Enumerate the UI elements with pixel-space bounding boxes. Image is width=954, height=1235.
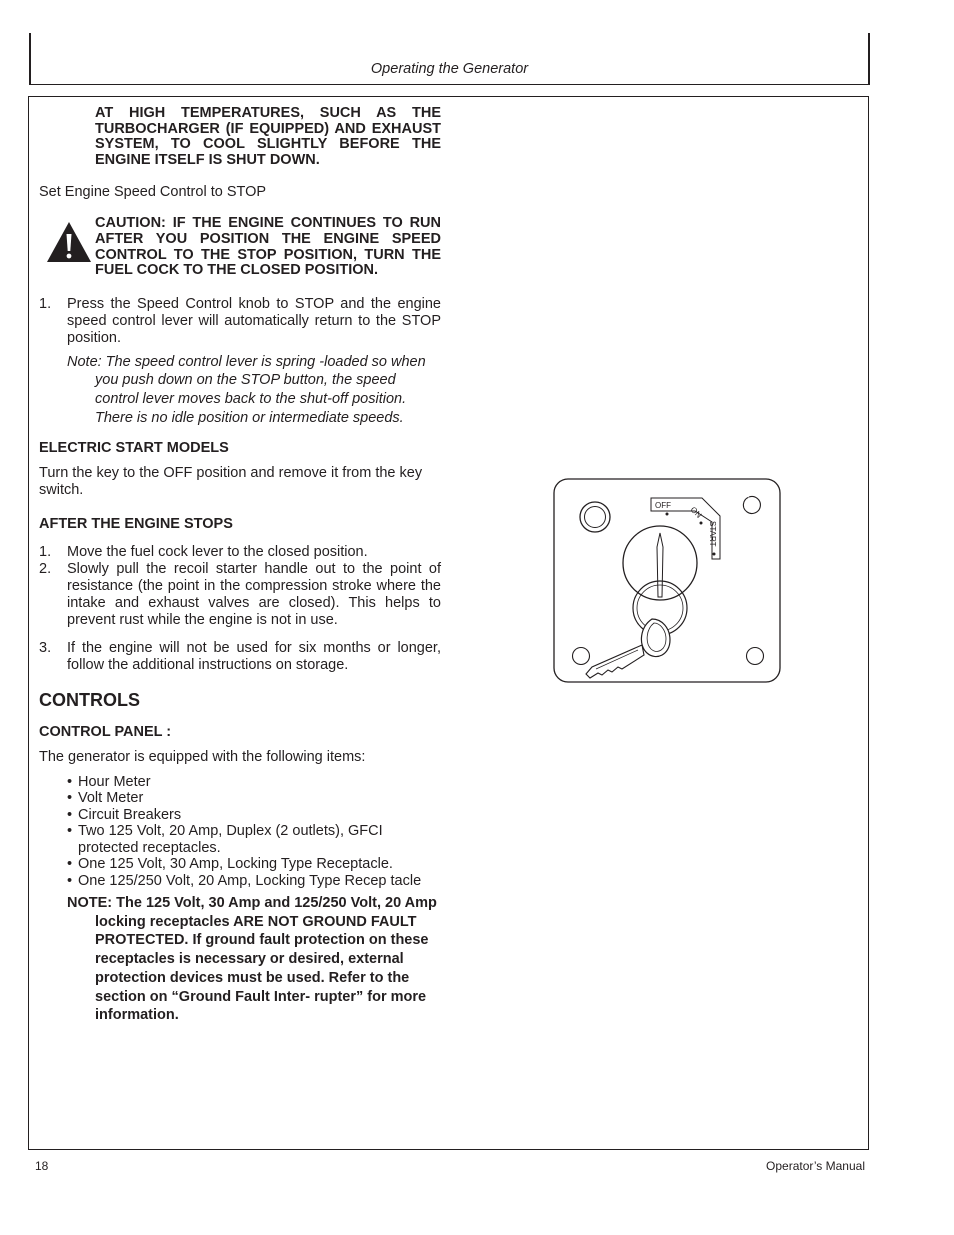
warning-triangle-icon xyxy=(46,220,92,264)
left-column xyxy=(39,106,441,1025)
switch-label-on: ON xyxy=(688,505,704,520)
list-item-text: One 125/250 Volt, 20 Amp, Locking Type Recep tacle xyxy=(78,872,422,889)
list-item: • One 125 Volt, 30 Amp, Locking Type Receptacle. xyxy=(67,856,393,873)
list-item: • One 125/250 Volt, 20 Amp, Locking Type Recep tacle xyxy=(67,872,422,889)
off-position-dot xyxy=(666,513,669,516)
warning-continued-text: AT HIGH TEMPERATURES, SUCH AS THE TURBOCHARGER (IF EQUIPPED) AND EXHAUST SYSTEM, TO COOL SLIGHTLY BEFORE THE ENGINE ITSELF IS SHUT DOWN. xyxy=(95,105,441,168)
header-bottom-rule xyxy=(29,84,870,85)
list-item-text: One 125 Volt, 30 Amp, Locking Type Receptacle. xyxy=(78,856,393,873)
header-left-rule xyxy=(29,33,31,85)
list-item-text: Hour Meter xyxy=(78,773,151,790)
list-item-number: 1. xyxy=(39,295,52,312)
list-item-text: Two 125 Volt, 20 Amp, Duplex (2 outlets), GFCI protected receptacles. xyxy=(78,823,383,856)
control-panel-heading: CONTROL PANEL : xyxy=(39,723,172,740)
switch-label-off: OFF xyxy=(655,501,671,510)
stop-steps-list xyxy=(39,296,441,347)
list-item-number: 3. xyxy=(39,639,52,656)
speed-control-note: Note: The speed control lever is spring -loaded so when you push down on the STOP button, the speed control lever moves back to the shut-off position. There is no idle position or intermediate speeds. xyxy=(67,353,426,426)
key-switch-pointer xyxy=(657,533,663,597)
header-right-rule xyxy=(868,33,870,85)
list-item-number: 2. xyxy=(39,560,52,577)
footer-page-number: 18 xyxy=(35,1159,49,1173)
caution-text: CAUTION: IF THE ENGINE CONTINUES TO RUN AFTER YOU POSITION THE ENGINE SPEED CONTROL TO THE STOP POSITION, TURN THE FUEL COCK TO THE CLOSED POSITION. xyxy=(95,215,441,279)
controls-items-list xyxy=(67,774,441,890)
list-item-text: If the engine will not be used for six months or longer, follow the additional instructions on storage. xyxy=(67,639,441,673)
list-item: • Two 125 Volt, 20 Amp, Duplex (2 outlets), GFCI protected receptacles. xyxy=(67,823,383,856)
list-item: • Circuit Breakers xyxy=(67,806,182,823)
controls-intro-text: The generator is equipped with the following items: xyxy=(39,748,366,765)
key-switch-panel-figure xyxy=(552,477,782,685)
electric-start-heading: ELECTRIC START MODELS xyxy=(39,439,229,456)
start-position-dot xyxy=(713,553,716,556)
list-item-text: Circuit Breakers xyxy=(78,806,182,823)
switch-label-start: START xyxy=(708,521,717,547)
controls-heading: CONTROLS xyxy=(39,689,140,710)
on-position-dot xyxy=(700,522,703,525)
electric-start-text: Turn the key to the OFF position and remove it from the key switch. xyxy=(39,464,423,498)
receptacle-ground-fault-note: NOTE: The 125 Volt, 30 Amp and 125/250 Volt, 20 Amp locking receptacles ARE NOT GROUND FAULT PROTECTED. If ground fault protection on these receptacles is necessary or desired, external protection devices must be used. Refer to the section on “Ground Fault Inter- rupter” for more information. xyxy=(67,895,437,1024)
list-item xyxy=(39,561,441,629)
list-item-number: 1. xyxy=(39,543,52,560)
caution-block xyxy=(39,216,441,278)
list-item xyxy=(39,544,441,561)
list-item: • Hour Meter xyxy=(67,773,151,790)
after-engine-stops-heading: AFTER THE ENGINE STOPS xyxy=(39,515,233,532)
list-item-text: Slowly pull the recoil starter handle out to the point of resistance (the point in the compression stroke where the intake and exhaust valves are closed). This helps to prevent rust while the engine is not in use. xyxy=(67,560,441,628)
list-item-text: Move the fuel cock lever to the closed position. xyxy=(67,543,368,560)
list-item xyxy=(39,296,441,347)
footer-manual-title: Operator’s Manual xyxy=(766,1159,865,1173)
list-item-text: Press the Speed Control knob to STOP and the engine speed control lever will automatically return to the STOP position. xyxy=(67,295,441,346)
after-stops-list xyxy=(39,544,441,674)
list-item: • Volt Meter xyxy=(67,790,144,807)
section-header-title: Operating the Generator xyxy=(370,61,529,77)
list-item-text: Volt Meter xyxy=(78,790,144,807)
list-item xyxy=(39,640,441,674)
set-speed-stop-text: Set Engine Speed Control to STOP xyxy=(39,184,267,201)
